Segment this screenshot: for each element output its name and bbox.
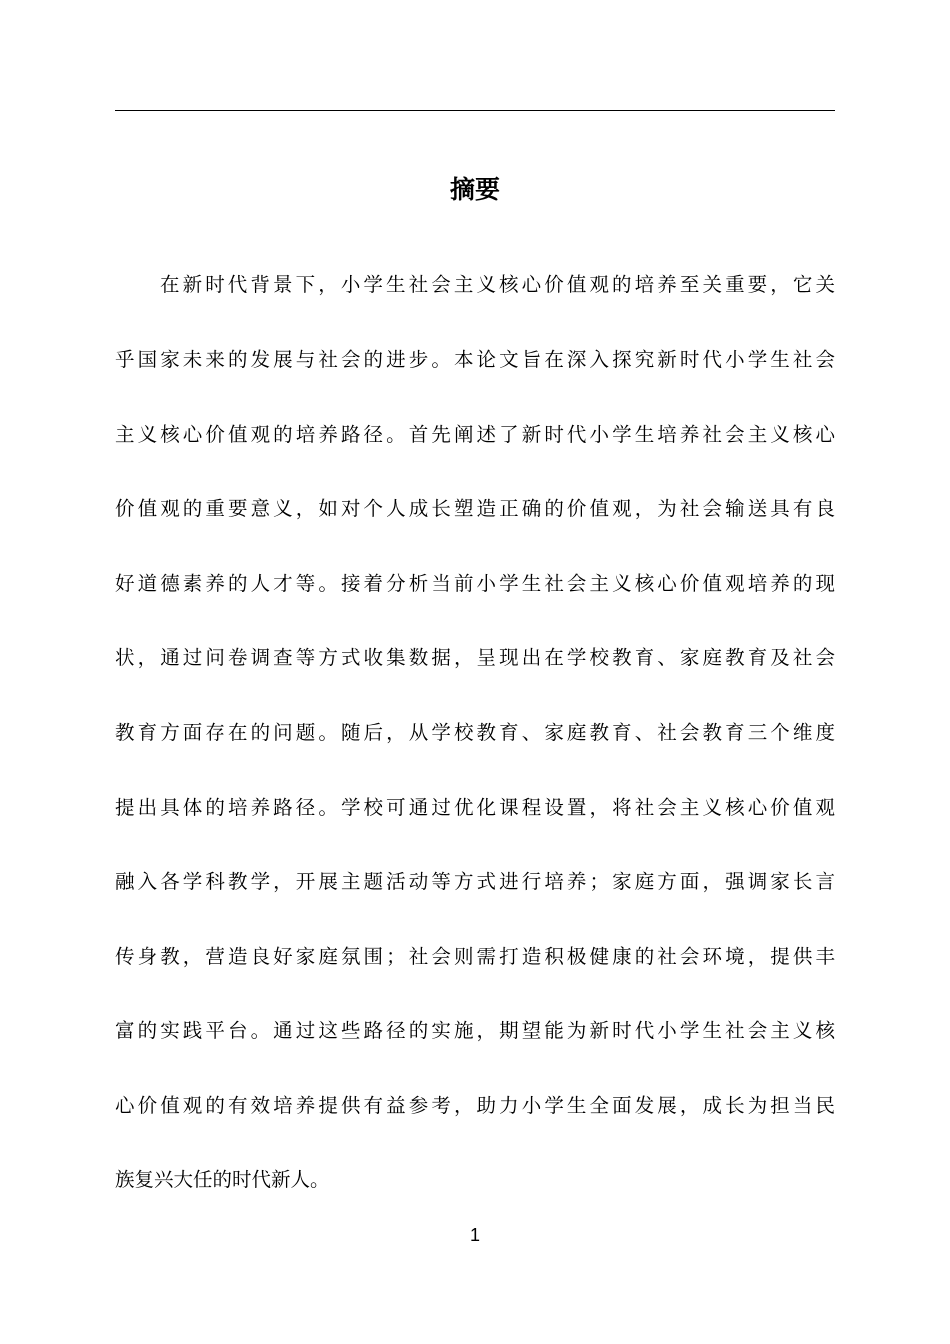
- header-rule: [115, 110, 835, 111]
- abstract-line: 融入各学科教学，开展主题活动等方式进行培养；家庭方面，强调家长言: [115, 870, 835, 893]
- abstract-line: 提出具体的培养路径。学校可通过优化课程设置，将社会主义核心价值观: [115, 796, 835, 819]
- abstract-line: 传身教，营造良好家庭氛围；社会则需打造积极健康的社会环境，提供丰: [115, 945, 835, 968]
- page-number: 1: [469, 1225, 480, 1245]
- abstract-line: 乎国家未来的发展与社会的进步。本论文旨在深入探究新时代小学生社会: [115, 348, 835, 371]
- abstract-line: 价值观的重要意义，如对个人成长塑造正确的价值观，为社会输送具有良: [115, 497, 835, 520]
- abstract-line: 状，通过问卷调查等方式收集数据，呈现出在学校教育、家庭教育及社会: [115, 646, 835, 669]
- abstract-line: 教育方面存在的问题。随后，从学校教育、家庭教育、社会教育三个维度: [115, 721, 835, 744]
- abstract-line: 在新时代背景下，小学生社会主义核心价值观的培养至关重要，它关: [160, 273, 835, 296]
- abstract-line: 心价值观的有效培养提供有益参考，助力小学生全面发展，成长为担当民: [115, 1094, 835, 1117]
- abstract-line: 族复兴大任的时代新人。: [115, 1168, 330, 1191]
- abstract-line: 好道德素养的人才等。接着分析当前小学生社会主义核心价值观培养的现: [115, 572, 835, 595]
- abstract-title: 摘要: [449, 175, 500, 204]
- abstract-line: 富的实践平台。通过这些路径的实施，期望能为新时代小学生社会主义核: [115, 1019, 835, 1042]
- abstract-line: 主义核心价值观的培养路径。首先阐述了新时代小学生培养社会主义核心: [115, 423, 835, 446]
